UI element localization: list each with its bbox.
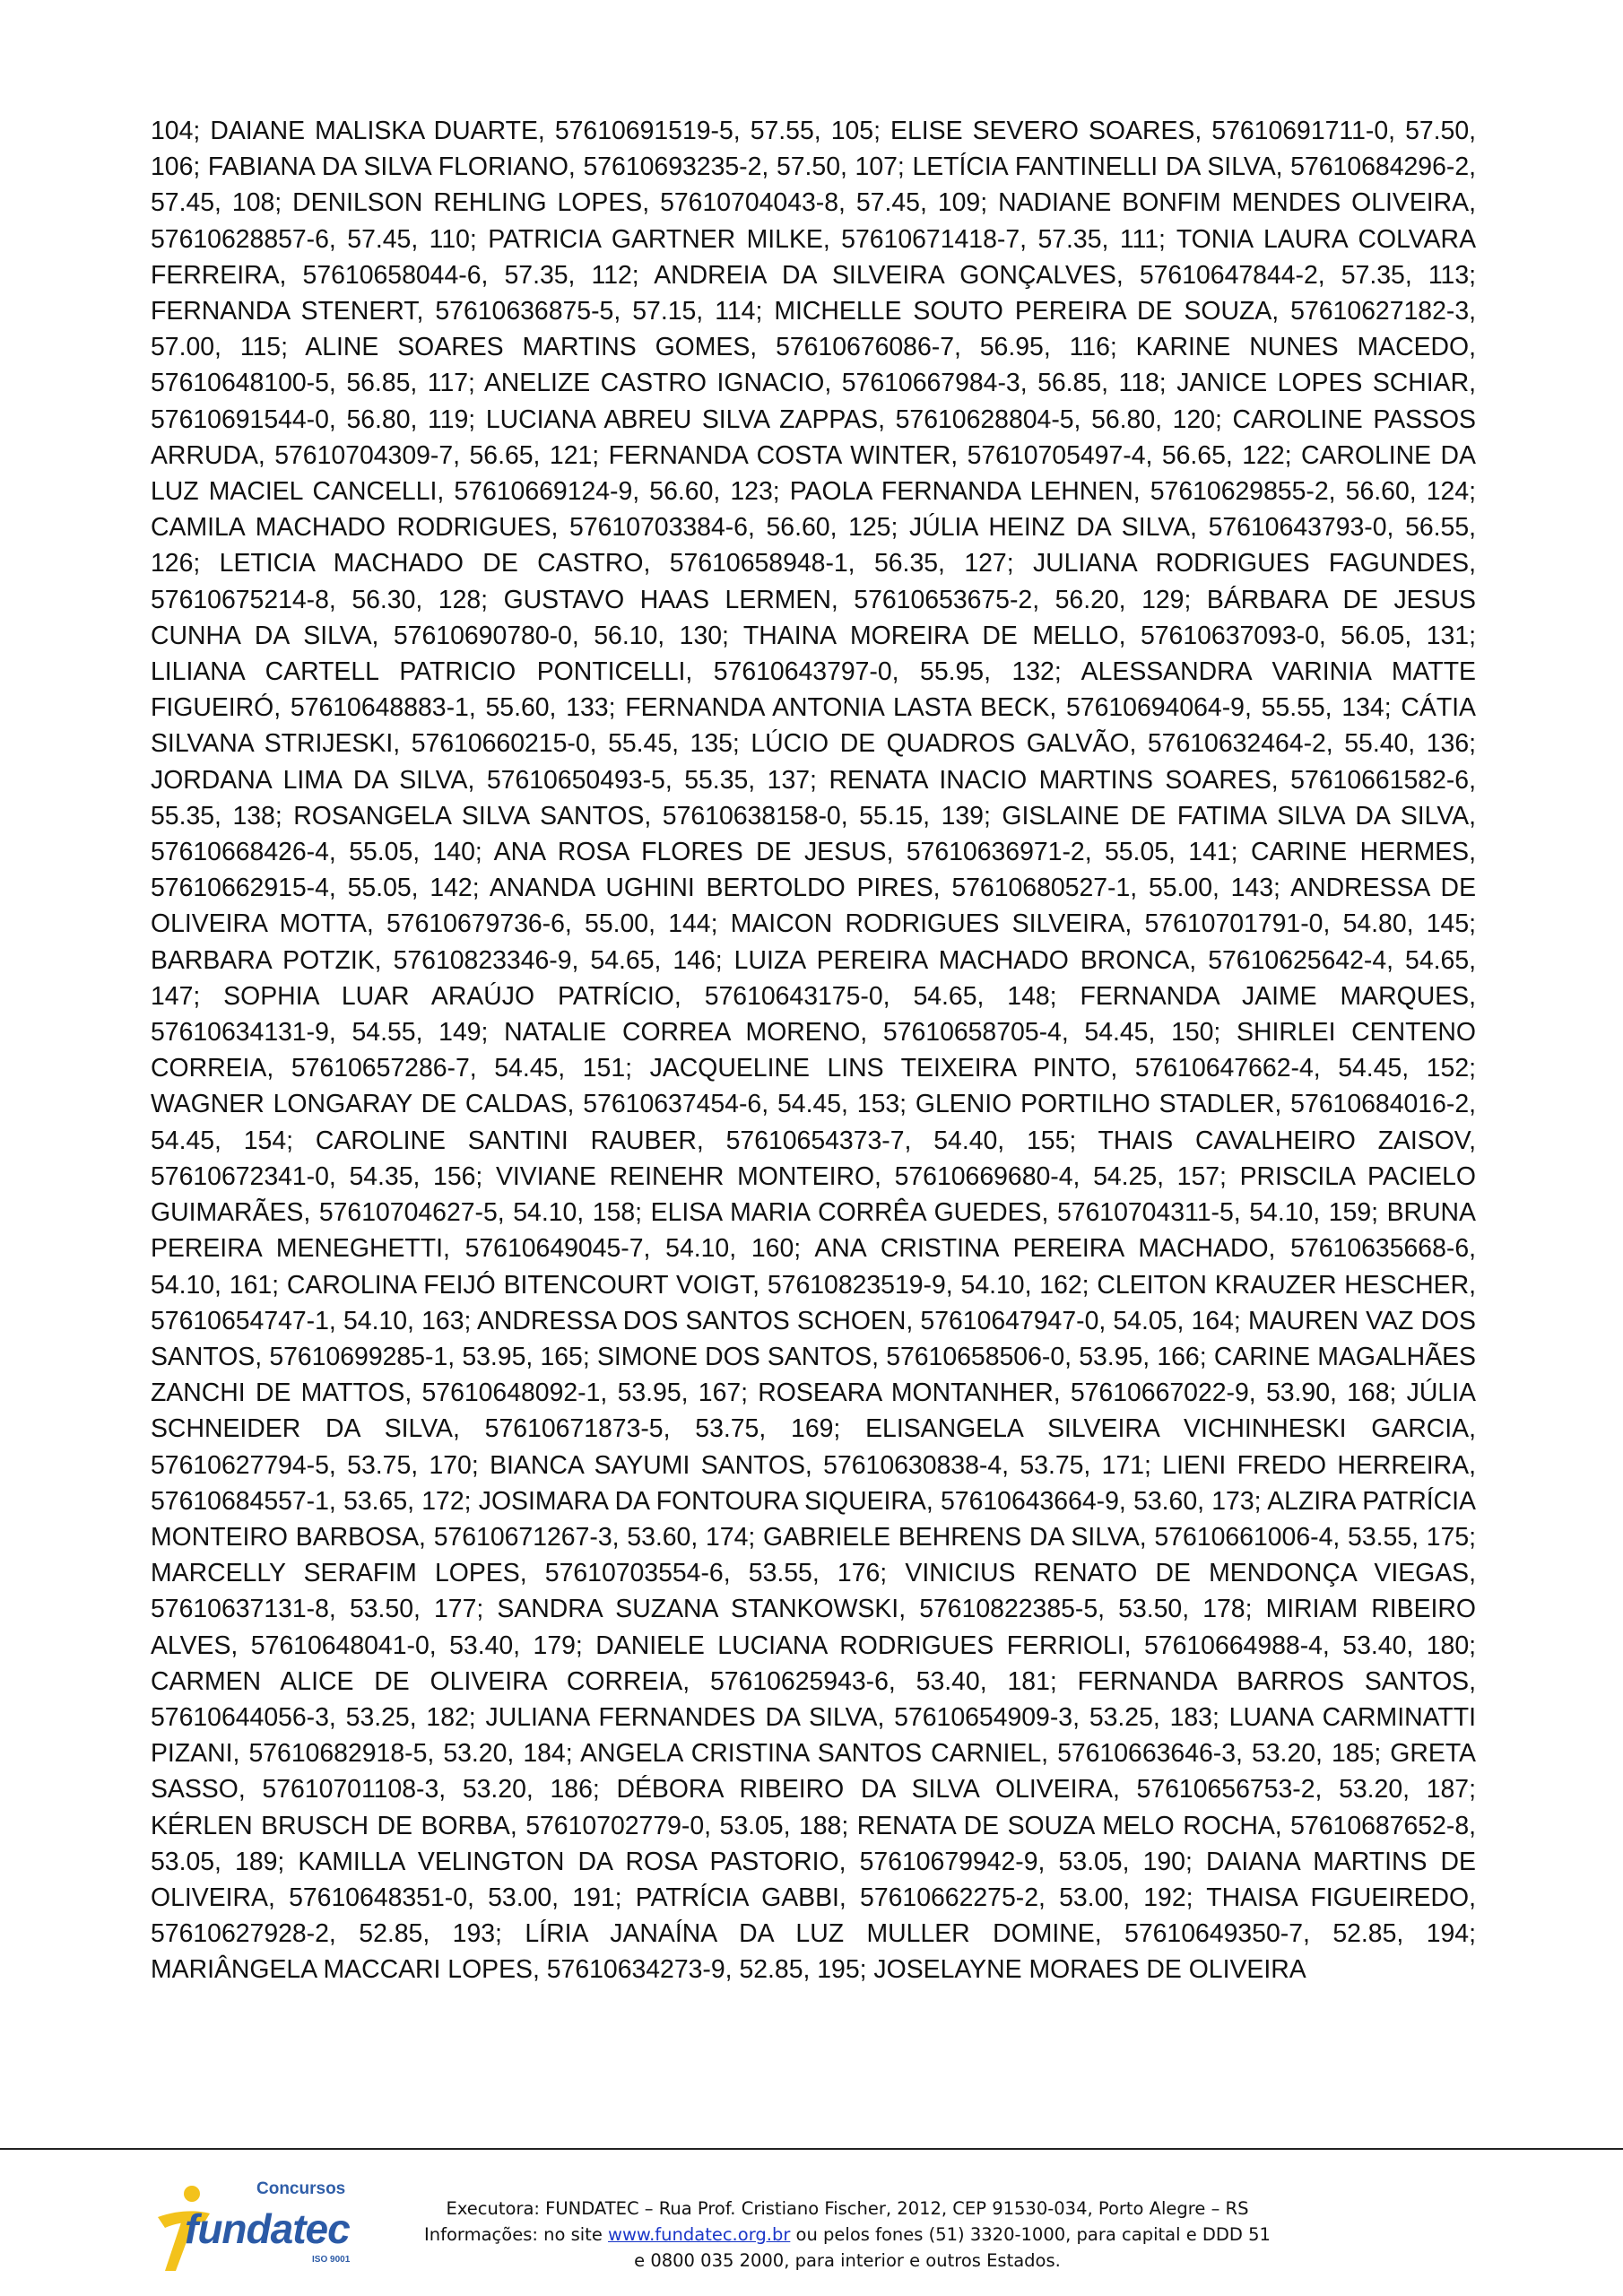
footer-website-link[interactable]: www.fundatec.org.br bbox=[608, 2224, 791, 2245]
footer-line-phones: e 0800 035 2000, para interior e outros Estados. bbox=[634, 2250, 1061, 2271]
footer-info-prefix: Informações: no site bbox=[424, 2224, 609, 2245]
logo-brand-text: fundatec bbox=[185, 2205, 350, 2252]
logo-concursos-text: Concursos bbox=[256, 2179, 346, 2198]
footer-line-info bbox=[377, 2222, 1318, 2248]
page-footer bbox=[0, 2161, 1623, 2296]
footer-line-address: Executora: FUNDATEC – Rua Prof. Cristiano Fischer, 2012, CEP 91530-034, Porto Alegre – RS bbox=[446, 2198, 1249, 2219]
footer-divider bbox=[0, 2148, 1623, 2150]
document-body bbox=[151, 113, 1476, 2100]
results-paragraph: 104; DAIANE MALISKA DUARTE, 57610691519-5, 57.55, 105; ELISE SEVERO SOARES, 57610691711-0, 57.50, 106; FABIANA DA SILVA FLORIANO, 57610693235-2, 57.50, 107; LETÍCIA FANTINELLI DA SILVA, 57610684296-2, 57.45, 108; DENILSON REHLING LOPES, 57610704043-8, 57.45, 109; NADIANE BONFIM MENDES OLIVEIRA, 57610628857-6, 57.45, 110; PATRICIA GARTNER MILKE, 57610671418-7, 57.35, 111; TONIA LAURA COLVARA FERREIRA, 57610658044-6, 57.35, 112; ANDREIA DA SILVEIRA GONÇALVES, 57610647844-2, 57.35, 113; FERNANDA STENERT, 57610636875-5, 57.15, 114; MICHELLE SOUTO PEREIRA DE SOUZA, 57610627182-3, 57.00, 115; ALINE SOARES MARTINS GOMES, 57610676086-7, 56.95, 116; KARINE NUNES MACEDO, 57610648100-5, 56.85, 117; ANELIZE CASTRO IGNACIO, 57610667984-3, 56.85, 118; JANICE LOPES SCHIAR, 57610691544-0, 56.80, 119; LUCIANA ABREU SILVA ZAPPAS, 57610628804-5, 56.80, 120; CAROLINE PASSOS ARRUDA, 57610704309-7, 56.65, 121; FERNANDA COSTA WINTER, 57610705497-4, 56.65, 122; CAROLINE DA LUZ MACIEL CANCELLI, 57610669124-9, 56.60, 123; PAOLA FERNANDA LEHNEN, 57610629855-2, 56.60, 124; CAMILA MACHADO RODRIGUES, 57610703384-6, 56.60, 125; JÚLIA HEINZ DA SILVA, 57610643793-0, 56.55, 126; LETICIA MACHADO DE CASTRO, 57610658948-1, 56.35, 127; JULIANA RODRIGUES FAGUNDES, 57610675214-8, 56.30, 128; GUSTAVO HAAS LERMEN, 57610653675-2, 56.20, 129; BÁRBARA DE JESUS CUNHA DA SILVA, 57610690780-0, 56.10, 130; THAINA MOREIRA DE MELLO, 57610637093-0, 56.05, 131; LILIANA CARTELL PATRICIO PONTICELLI, 57610643797-0, 55.95, 132; ALESSANDRA VARINIA MATTE FIGUEIRÓ, 57610648883-1, 55.60, 133; FERNANDA ANTONIA LASTA BECK, 57610694064-9, 55.55, 134; CÁTIA SILVANA STRIJESKI, 57610660215-0, 55.45, 135; LÚCIO DE QUADROS GALVÃO, 57610632464-2, 55.40, 136; JORDANA LIMA DA SILVA, 57610650493-5, 55.35, 137; RENATA INACIO MARTINS SOARES, 57610661582-6, 55.35, 138; ROSANGELA SILVA SANTOS, 57610638158-0, 55.15, 139; GISLAINE DE FATIMA SILVA DA SILVA, 57610668426-4, 55.05, 140; ANA ROSA FLORES DE JESUS, 57610636971-2, 55.05, 141; CARINE HERMES, 57610662915-4, 55.05, 142; ANANDA UGHINI BERTOLDO PIRES, 57610680527-1, 55.00, 143; ANDRESSA DE OLIVEIRA MOTTA, 57610679736-6, 55.00, 144; MAICON RODRIGUES SILVEIRA, 57610701791-0, 54.80, 145; BARBARA POTZIK, 57610823346-9, 54.65, 146; LUIZA PEREIRA MACHADO BRONCA, 57610625642-4, 54.65, 147; SOPHIA LUAR ARAÚJO PATRÍCIO, 57610643175-0, 54.65, 148; FERNANDA JAIME MARQUES, 57610634131-9, 54.55, 149; NATALIE CORREA MORENO, 57610658705-4, 54.45, 150; SHIRLEI CENTENO CORREIA, 57610657286-7, 54.45, 151; JACQUELINE LINS TEIXEIRA PINTO, 57610647662-4, 54.45, 152; WAGNER LONGARAY DE CALDAS, 57610637454-6, 54.45, 153; GLENIO PORTILHO STADLER, 57610684016-2, 54.45, 154; CAROLINE SANTINI RAUBER, 57610654373-7, 54.40, 155; THAIS CAVALHEIRO ZAISOV, 57610672341-0, 54.35, 156; VIVIANE REINEHR MONTEIRO, 57610669680-4, 54.25, 157; PRISCILA PACIELO GUIMARÃES, 57610704627-5, 54.10, 158; ELISA MARIA CORRÊA GUEDES, 57610704311-5, 54.10, 159; BRUNA PEREIRA MENEGHETTI, 57610649045-7, 54.10, 160; ANA CRISTINA PEREIRA MACHADO, 57610635668-6, 54.10, 161; CAROLINA FEIJÓ BITENCOURT VOIGT, 57610823519-9, 54.10, 162; CLEITON KRAUZER HESCHER, 57610654747-1, 54.10, 163; ANDRESSA DOS SANTOS SCHOEN, 57610647947-0, 54.05, 164; MAUREN VAZ DOS SANTOS, 57610699285-1, 53.95, 165; SIMONE DOS SANTOS, 57610658506-0, 53.95, 166; CARINE MAGALHÃES ZANCHI DE MATTOS, 57610648092-1, 53.95, 167; ROSEARA MONTANHER, 57610667022-9, 53.90, 168; JÚLIA SCHNEIDER DA SILVA, 57610671873-5, 53.75, 169; ELISANGELA SILVEIRA VICHINHESKI GARCIA, 57610627794-5, 53.75, 170; BIANCA SAYUMI SANTOS, 57610630838-4, 53.75, 171; LIENI FREDO HERREIRA, 57610684557-1, 53.65, 172; JOSIMARA DA FONTOURA SIQUEIRA, 57610643664-9, 53.60, 173; ALZIRA PATRÍCIA MONTEIRO BARBOSA, 57610671267-3, 53.60, 174; GABRIELE BEHRENS DA SILVA, 57610661006-4, 53.55, 175; MARCELLY SERAFIM LOPES, 57610703554-6, 53.55, 176; VINICIUS RENATO DE MENDONÇA VIEGAS, 57610637131-8, 53.50, 177; SANDRA SUZANA STANKOWSKI, 57610822385-5, 53.50, 178; MIRIAM RIBEIRO ALVES, 57610648041-0, 53.40, 179; DANIELE LUCIANA RODRIGUES FERRIOLI, 57610664988-4, 53.40, 180; CARMEN ALICE DE OLIVEIRA CORREIA, 57610625943-6, 53.40, 181; FERNANDA BARROS SANTOS, 57610644056-3, 53.25, 182; JULIANA FERNANDES DA SILVA, 57610654909-3, 53.25, 183; LUANA CARMINATTI PIZANI, 57610682918-5, 53.20, 184; ANGELA CRISTINA SANTOS CARNIEL, 57610663646-3, 53.20, 185; GRETA SASSO, 57610701108-3, 53.20, 186; DÉBORA RIBEIRO DA SILVA OLIVEIRA, 57610656753-2, 53.20, 187; KÉRLEN BRUSCH DE BORBA, 57610702779-0, 53.05, 188; RENATA DE SOUZA MELO ROCHA, 57610687652-8, 53.05, 189; KAMILLA VELINGTON DA ROSA PASTORIO, 57610679942-9, 53.05, 190; DAIANA MARTINS DE OLIVEIRA, 57610648351-0, 53.00, 191; PATRÍCIA GABBI, 57610662275-2, 53.00, 192; THAISA FIGUEIREDO, 57610627928-2, 52.85, 193; LÍRIA JANAÍNA DA LUZ MULLER DOMINE, 57610649350-7, 52.85, 194; MARIÂNGELA MACCARI LOPES, 57610634273-9, 52.85, 195; JOSELAYNE MORAES DE OLIVEIRA bbox=[151, 117, 1476, 1985]
fundatec-logo bbox=[151, 2179, 366, 2278]
logo-iso-text: ISO 9001 bbox=[312, 2255, 351, 2265]
footer-info-suffix: ou pelos fones (51) 3320-1000, para capital e DDD 51 bbox=[790, 2224, 1271, 2245]
footer-contact-info bbox=[377, 2196, 1318, 2274]
